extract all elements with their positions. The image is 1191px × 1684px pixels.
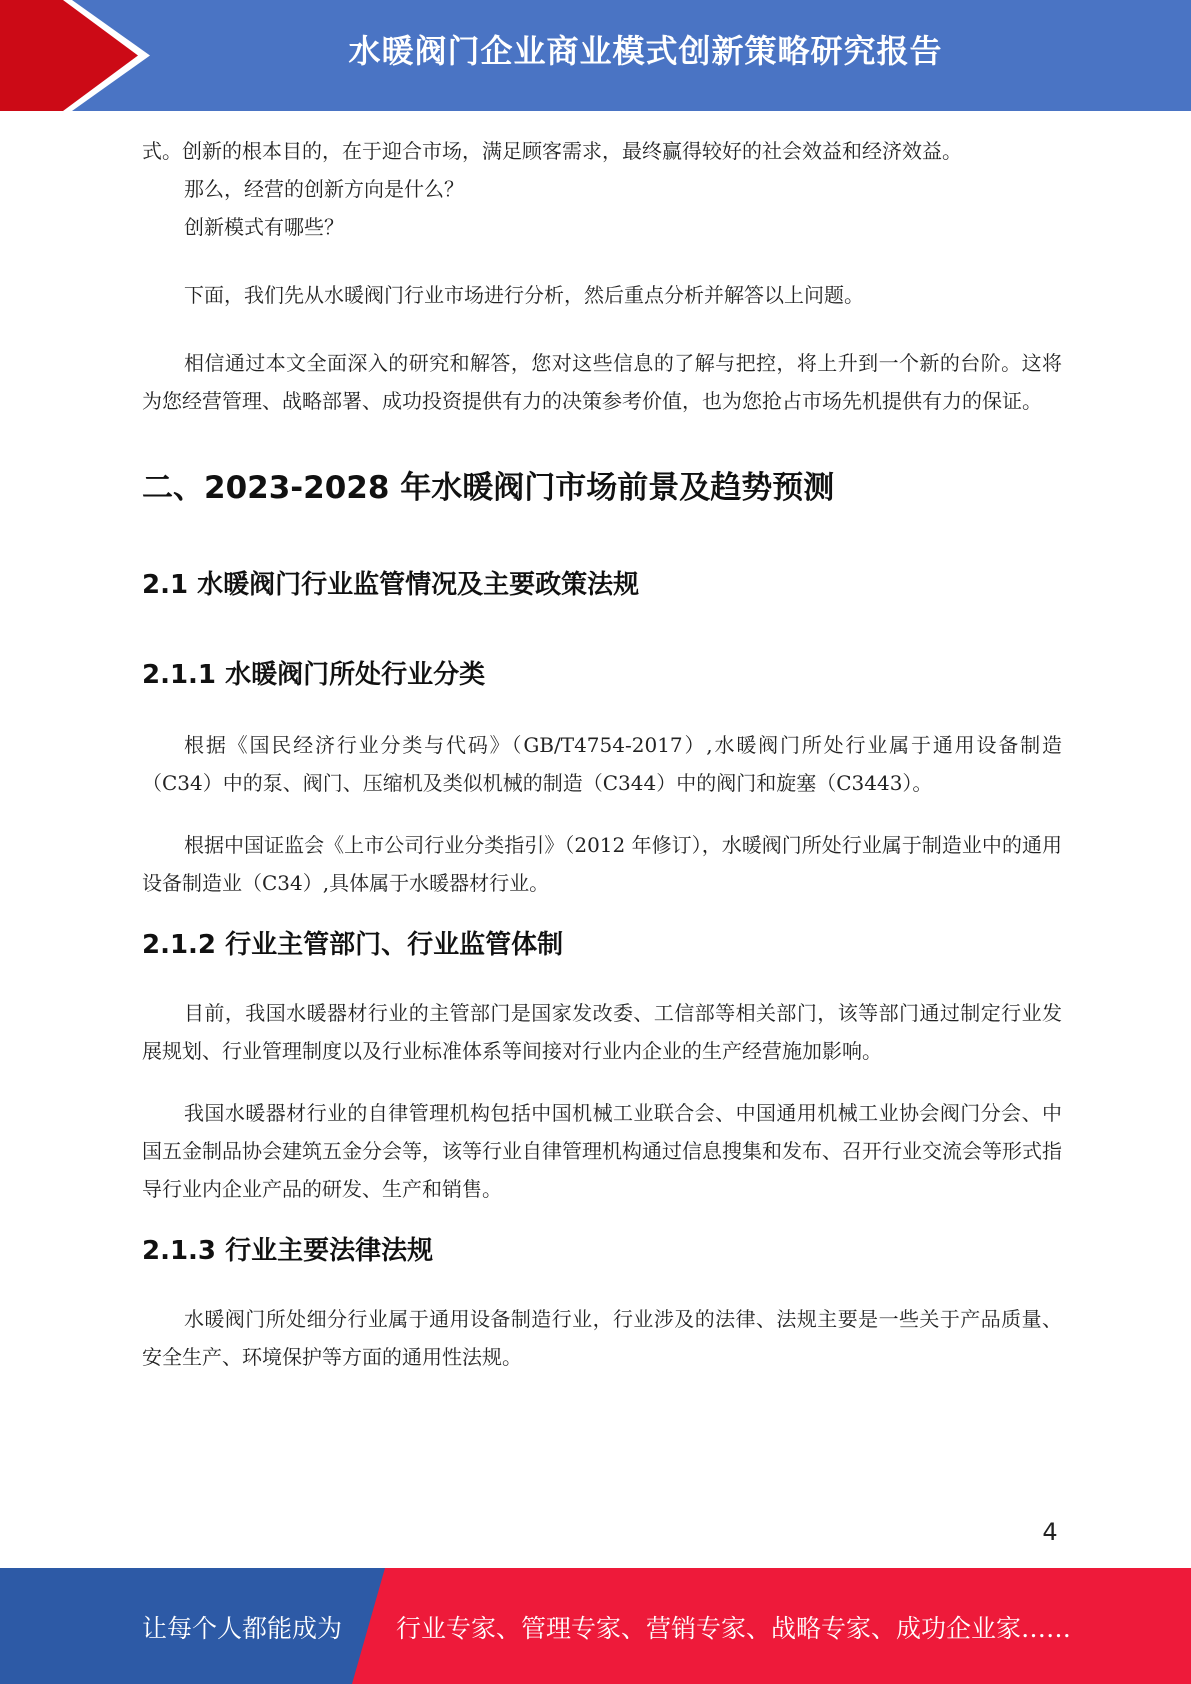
section-2-1-1-paragraph-2: 根据中国证监会《上市公司行业分类指引》（2012 年修订），水暖阀门所处行业属于制造业中的通用设备制造业（C34）,具体属于水暖器材行业。 xyxy=(142,833,1062,895)
section-2-1-2-heading: 2.1.2 行业主管部门、行业监管体制 xyxy=(142,930,564,960)
footer-slogan: 让每个人都能成为 xyxy=(142,1614,343,1643)
footer-roles-text: 行业专家、管理专家、营销专家、战略专家、成功企业家…… xyxy=(396,1614,1072,1643)
document-title: 水暖阀门企业商业模式创新策略研究报告 xyxy=(348,32,943,70)
section-2-1-heading: 2.1 水暖阀门行业监管情况及主要政策法规 xyxy=(142,570,640,600)
section-2-1-3-paragraph-1: 水暖阀门所处细分行业属于通用设备制造行业，行业涉及的法律、法规主要是一些关于产品质量、安全生产、环境保护等方面的通用性法规。 xyxy=(142,1307,1062,1369)
section-2-1-2-paragraph-1: 目前，我国水暖器材行业的主管部门是国家发改委、工信部等相关部门，该等部门通过制定行业发展规划、行业管理制度以及行业标准体系等间接对行业内企业的生产经营施加影响。 xyxy=(142,1001,1062,1063)
intro-paragraph-1: 式。创新的根本目的，在于迎合市场，满足顾客需求，最终赢得较好的社会效益和经济效益。 xyxy=(142,139,962,163)
section-2-1-3-heading: 2.1.3 行业主要法律法规 xyxy=(142,1236,434,1266)
intro-paragraph-2: 那么，经营的创新方向是什么？ xyxy=(184,177,464,201)
intro-paragraph-3: 创新模式有哪些？ xyxy=(184,215,344,239)
page-header-banner xyxy=(0,0,1191,111)
intro-paragraph-5: 相信通过本文全面深入的研究和解答，您对这些信息的了解与把控，将上升到一个新的台阶。这将为您经营管理、战略部署、成功投资提供有力的决策参考价值，也为您抢占市场先机提供有力的保证。 xyxy=(142,351,1062,413)
section-2-1-1-heading: 2.1.1 水暖阀门所处行业分类 xyxy=(142,660,486,690)
section-2-heading: 二、2023-2028 年水暖阀门市场前景及趋势预测 xyxy=(142,470,835,506)
intro-paragraph-4: 下面，我们先从水暖阀门行业市场进行分析，然后重点分析并解答以上问题。 xyxy=(184,283,864,307)
page-number: 4 xyxy=(1042,1518,1058,1546)
header-chevron-decoration xyxy=(0,0,160,111)
section-2-1-2-paragraph-2: 我国水暖器材行业的自律管理机构包括中国机械工业联合会、中国通用机械工业协会阀门分会、中国五金制品协会建筑五金分会等，该等行业自律管理机构通过信息搜集和发布、召开行业交流会等形式指导行业内企业产品的研发、生产和销售。 xyxy=(142,1101,1062,1201)
section-2-1-1-paragraph-1: 根据《国民经济行业分类与代码》（GB/T4754-2017）,水暖阀门所处行业属于通用设备制造（C34）中的泵、阀门、压缩机及类似机械的制造（C344）中的阀门和旋塞（C3443）。 xyxy=(142,733,1062,795)
page-footer-banner xyxy=(0,1568,1191,1684)
page-content xyxy=(142,132,1062,1376)
